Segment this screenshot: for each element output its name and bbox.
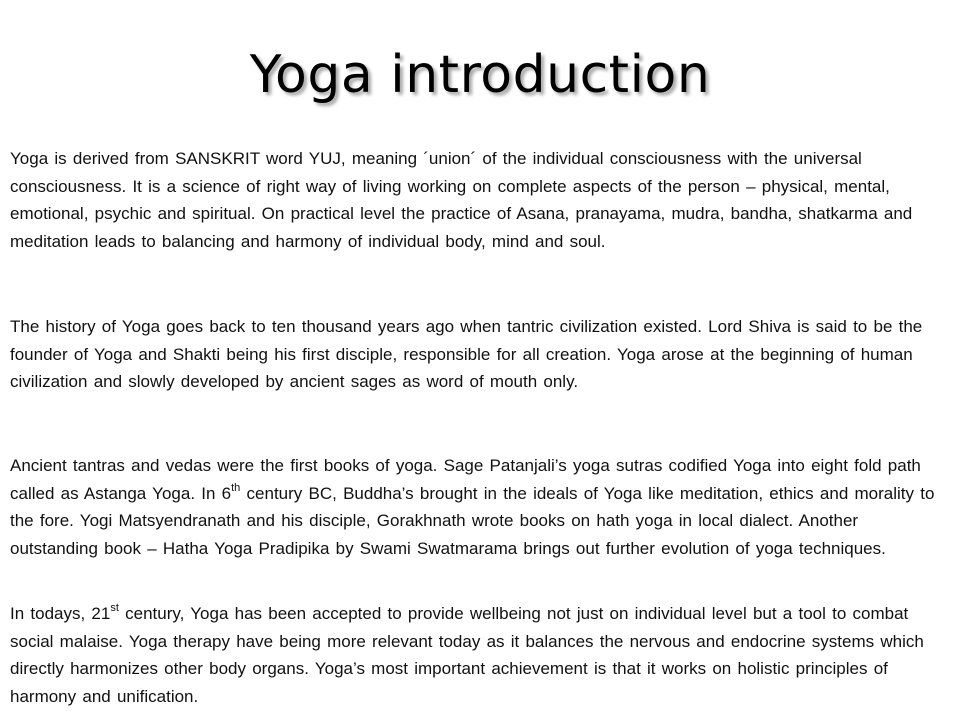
paragraph-yoga-today: [10, 600, 940, 710]
slide-title: Yoga introduction: [249, 45, 711, 105]
paragraph-text: In todays, 21: [10, 604, 111, 623]
paragraph-yoga-texts: [10, 452, 940, 562]
paragraph-text: Ancient tantras and vedas were the first books of yoga. Sage Patanjali’s yoga sutras codified Yoga into eight fold path called as Astanga Yoga. In 6: [10, 456, 921, 503]
ordinal-suffix: th: [231, 481, 241, 494]
ordinal-suffix: st: [110, 602, 119, 615]
paragraph-text: century, Yoga has been accepted to provide wellbeing not just on individual level but a tool to combat social malaise. Yoga therapy have being more relevant today as it balances the nervous and endocrine systems which directly harmonizes other body organs. Yoga’s most important achievement is that it works on holistic principles of harmony and unification.: [10, 604, 924, 706]
paragraph-yoga-definition: Yoga is derived from SANSKRIT word YUJ, meaning ´union´ of the individual consciousness with the universal consciousness. It is a science of right way of living working on complete aspects of the person – physical, mental, emotional, psychic and spiritual. On practical level the practice of Asana, pranayama, mudra, bandha, shatkarma and meditation leads to balancing and harmony of individual body, mind and soul.: [10, 149, 913, 251]
paragraph-text: century BC, Buddha’s brought in the ideals of Yoga like meditation, ethics and morality to the fore. Yogi Matsyendranath and his disciple, Gorakhnath wrote books on hath yoga in local dialect. Another outstanding book – Hatha Yoga Pradipika by Swami Swatmarama brings out further evolution of yoga techniques.: [10, 483, 935, 558]
paragraph-yoga-history: The history of Yoga goes back to ten thousand years ago when tantric civilization existed. Lord Shiva is said to be the founder of Yoga and Shakti being his first disciple, responsible for all creation. Yoga arose at the beginning of human civilization and slowly developed by ancient sages as word of mouth only.: [10, 317, 923, 391]
